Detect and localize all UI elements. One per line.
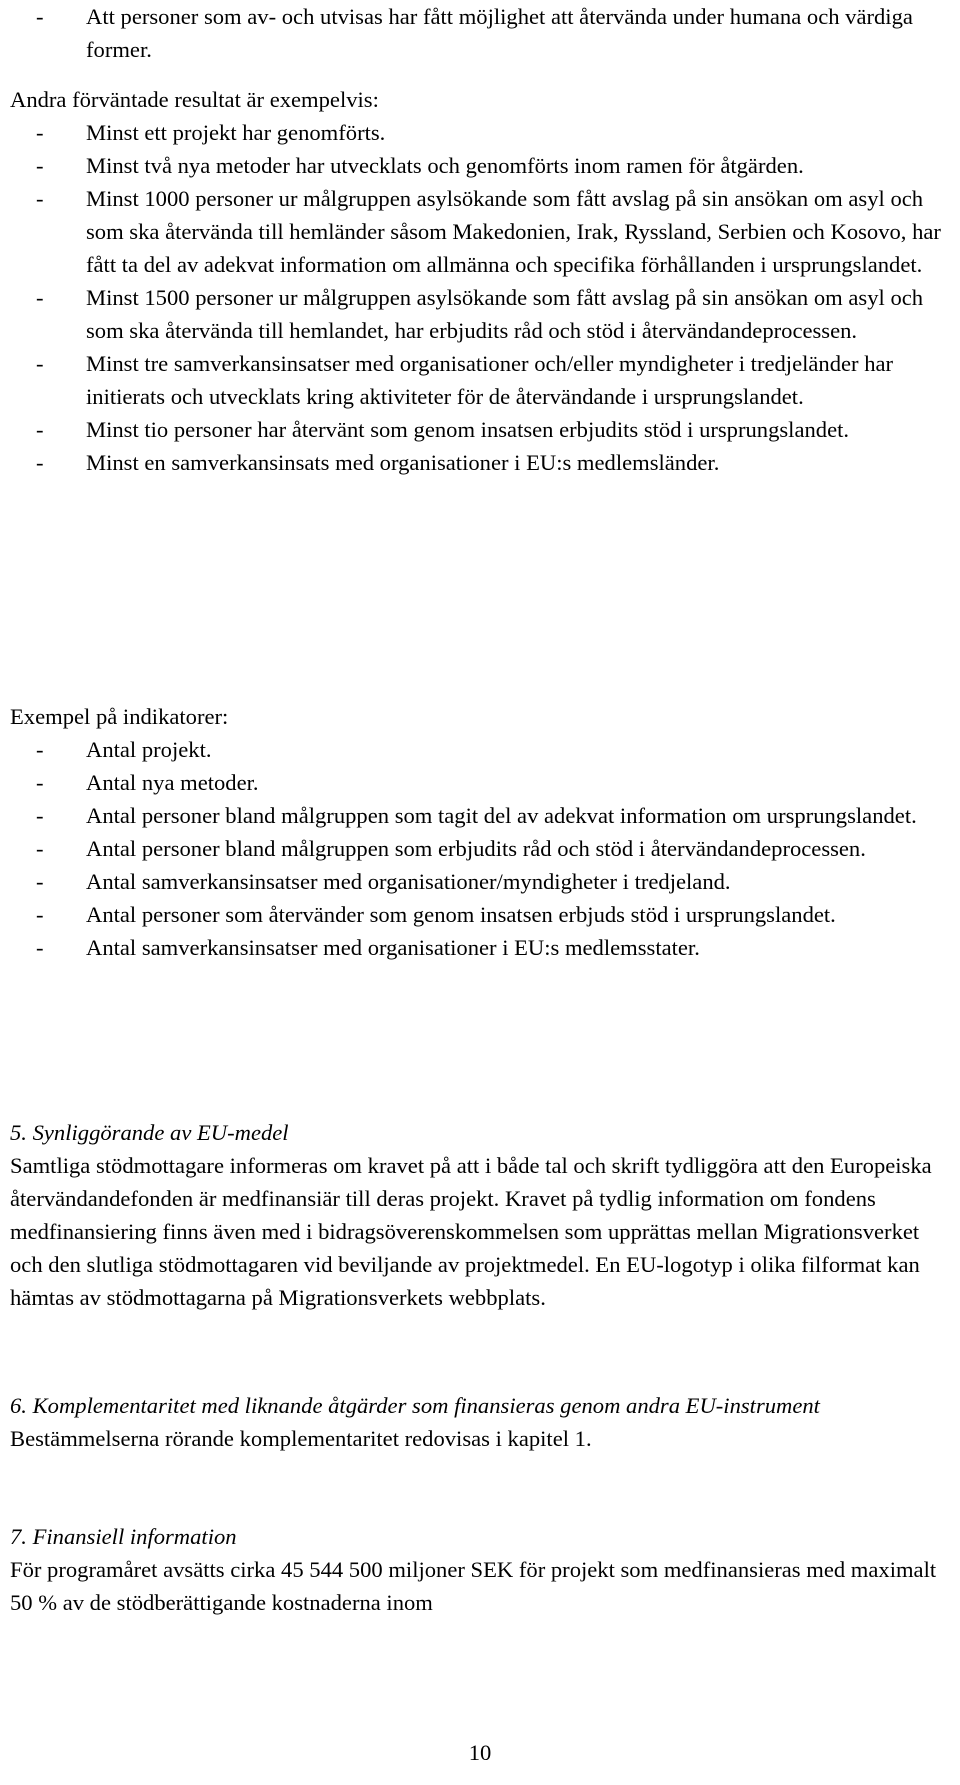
list-item [10, 865, 950, 898]
expected-results-intro: Andra förväntade resultat är exempelvis: [10, 87, 379, 112]
section-5 [10, 1116, 950, 1314]
list-item-text: Minst ett projekt har genomförts. [86, 120, 386, 145]
list-item [10, 931, 950, 964]
list-item [10, 766, 950, 799]
indicators-section [10, 700, 950, 964]
list-item-text: Minst 1500 personer ur målgruppen asylsökande som fått avslag på sin ansökan om asyl och som ska återvända till hemlandet, har erbjudits råd och stöd i återvändandeprocessen. [86, 285, 924, 343]
dash-marker: - [36, 737, 44, 762]
dash-marker: - [36, 186, 44, 211]
top-list [10, 0, 950, 66]
expected-results-section [10, 83, 950, 479]
section-6 [10, 1389, 950, 1455]
dash-marker: - [36, 803, 44, 828]
indicators-intro: Exempel på indikatorer: [10, 704, 229, 729]
page-number: 10 [468, 1740, 492, 1765]
list-item-text: Minst tre samverkansinsatser med organisationer och/eller myndigheter i tredjeländer har initierats och utvecklats kring aktiviteter för de återvändande i ursprungslandet. [86, 351, 894, 409]
list-item [10, 347, 950, 413]
list-item-text: Att personer som av- och utvisas har fått möjlighet att återvända under humana och värdiga former. [86, 4, 913, 62]
list-item-text: Antal personer bland målgruppen som tagit del av adekvat information om ursprungslandet. [86, 803, 917, 828]
list-item-text: Minst två nya metoder har utvecklats och genomförts inom ramen för åtgärden. [86, 153, 804, 178]
section-7 [10, 1520, 950, 1619]
section-5-heading: 5. Synliggörande av EU-medel [10, 1120, 289, 1145]
dash-marker: - [36, 869, 44, 894]
dash-marker: - [36, 935, 44, 960]
list-item [10, 182, 950, 281]
section-6-heading: 6. Komplementaritet med liknande åtgärder som finansieras genom andra EU-instrument [10, 1393, 820, 1418]
list-item-text: Antal personer som återvänder som genom insatsen erbjuds stöd i ursprungslandet. [86, 902, 836, 927]
dash-marker: - [36, 450, 44, 475]
list-item [10, 832, 950, 865]
dash-marker: - [36, 285, 44, 310]
list-item-text: Minst 1000 personer ur målgruppen asylsökande som fått avslag på sin ansökan om asyl och som ska återvända till hemländer såsom Makedonien, Irak, Ryssland, Serbien och Kosovo, har fått ta del av adekvat information om allmänna och specifika förhållanden i ursprungslandet. [86, 186, 941, 277]
list-item-text: Antal samverkansinsatser med organisationer i EU:s medlemsstater. [86, 935, 700, 960]
list-item-text: Antal personer bland målgruppen som erbjudits råd och stöd i återvändandeprocessen. [86, 836, 866, 861]
dash-marker: - [36, 153, 44, 178]
dash-marker: - [36, 770, 44, 795]
list-item [10, 446, 950, 479]
dash-marker: - [36, 417, 44, 442]
list-item-text: Minst tio personer har återvänt som genom insatsen erbjudits stöd i ursprungslandet. [86, 417, 850, 442]
section-7-heading: 7. Finansiell information [10, 1524, 237, 1549]
list-item-text: Antal projekt. [86, 737, 212, 762]
list-item [10, 799, 950, 832]
dash-marker: - [36, 4, 44, 29]
list-item-text: Antal nya metoder. [86, 770, 259, 795]
list-item [10, 116, 950, 149]
list-item [10, 898, 950, 931]
list-item-text: Minst en samverkansinsats med organisationer i EU:s medlemsländer. [86, 450, 720, 475]
list-item [10, 0, 950, 66]
dash-marker: - [36, 902, 44, 927]
section-5-body: Samtliga stödmottagare informeras om kravet på att i både tal och skrift tydliggöra att den Europeiska återvändandefonden är medfinansiär till deras projekt. Kravet på tydlig information om fondens medfinansiering finns även med i bidragsöverenskommelsen som upprättas mellan Migrationsverket och den slutliga stödmottagaren vid beviljande av projektmedel. En EU-logotyp i olika filformat kan hämtas av stödmottagarna på Migrationsverkets webbplats. [10, 1153, 932, 1310]
dash-marker: - [36, 351, 44, 376]
list-item [10, 149, 950, 182]
list-item [10, 281, 950, 347]
section-7-body: För programåret avsätts cirka 45 544 500 miljoner SEK för projekt som medfinansieras med maximalt 50 % av de stödberättigande kostnaderna inom [10, 1557, 937, 1615]
dash-marker: - [36, 120, 44, 145]
list-item-text: Antal samverkansinsatser med organisationer/myndigheter i tredjeland. [86, 869, 731, 894]
list-item [10, 413, 950, 446]
dash-marker: - [36, 836, 44, 861]
list-item [10, 733, 950, 766]
section-6-body: Bestämmelserna rörande komplementaritet redovisas i kapitel 1. [10, 1426, 592, 1451]
